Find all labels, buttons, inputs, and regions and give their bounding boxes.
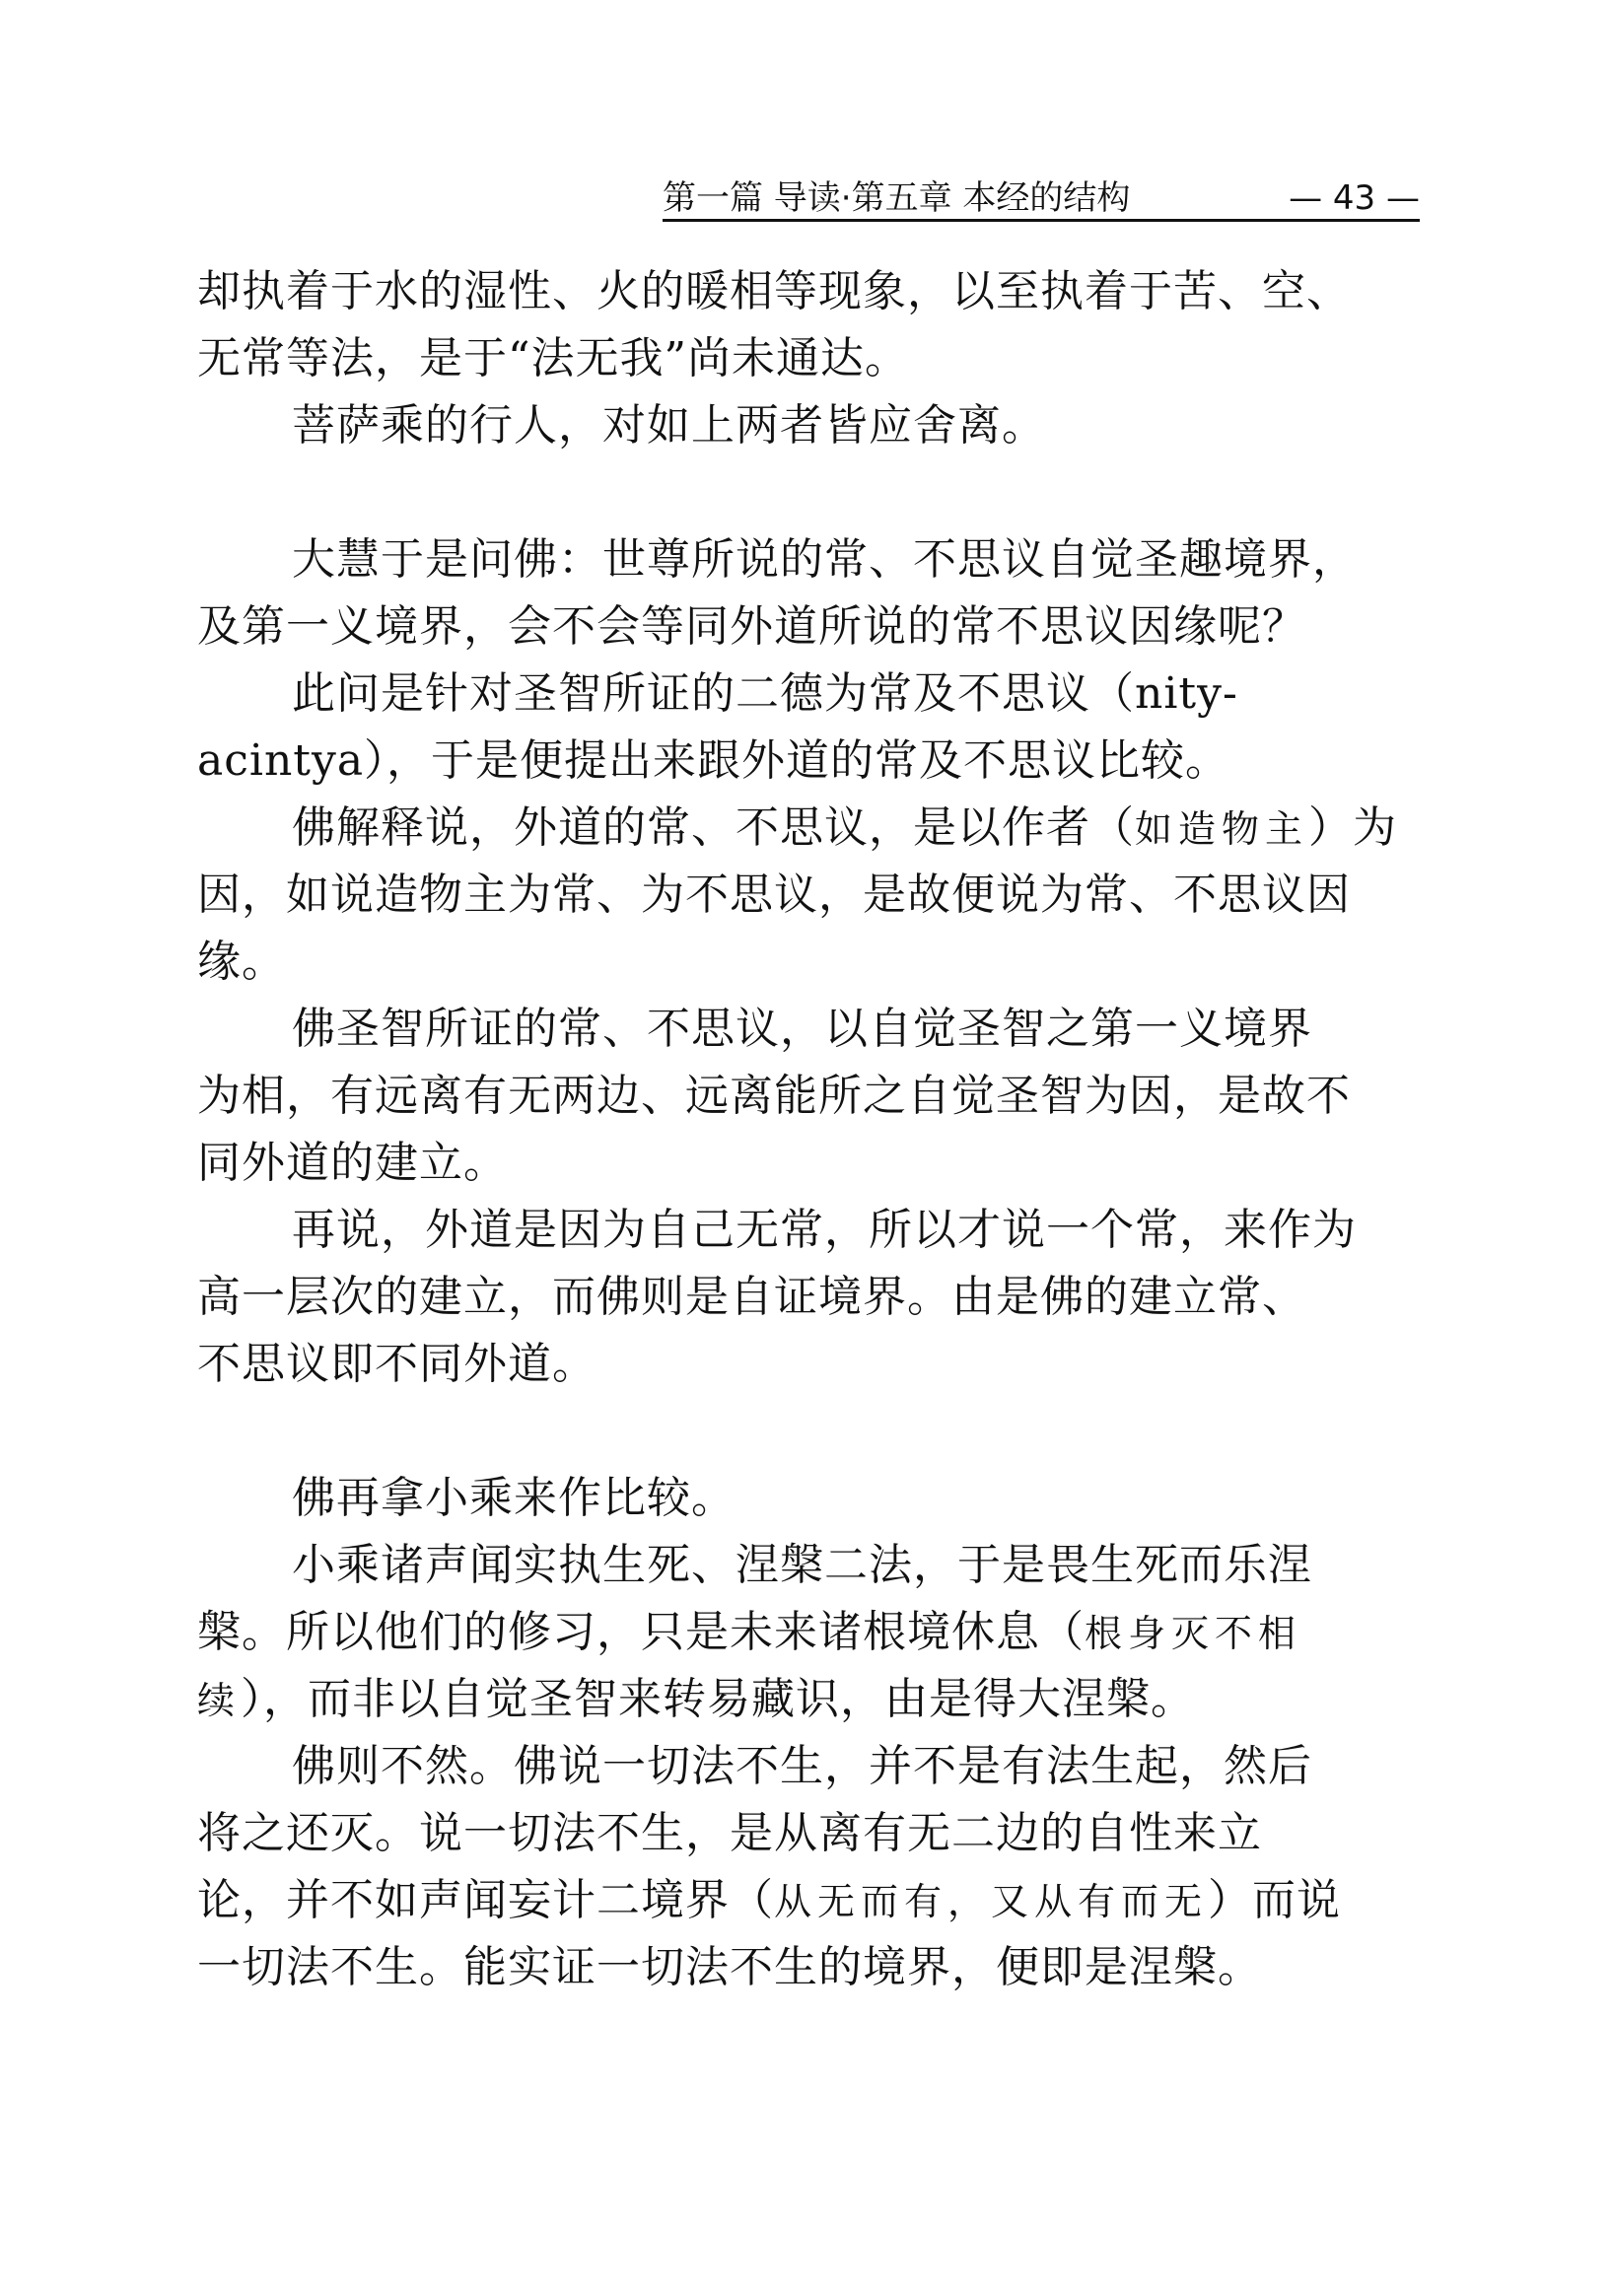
section-gap xyxy=(197,459,1420,526)
inline-note: 续 xyxy=(197,1679,242,1722)
running-header xyxy=(663,174,1420,223)
section-gap xyxy=(197,1398,1420,1465)
inline-note: 根身灭不相 xyxy=(1085,1612,1302,1655)
paragraph xyxy=(197,258,1420,392)
text-line: 菩萨乘的行人，对如上两者皆应舍离。 xyxy=(292,400,1046,451)
paragraph xyxy=(197,1733,1420,2001)
text-line: 大慧于是问佛：世尊所说的常、不思议自觉圣趣境界， xyxy=(292,534,1357,585)
text-line: 同外道的建立。 xyxy=(197,1138,508,1188)
body-text xyxy=(197,258,1420,2001)
text-line: 佛圣智所证的常、不思议，以自觉圣智之第一义境界 xyxy=(292,1004,1312,1054)
text-line: 佛再拿小乘来作比较。 xyxy=(292,1473,736,1523)
paragraph xyxy=(197,1465,1420,1532)
paragraph xyxy=(197,392,1420,459)
text-run: ），而非以自觉圣智来转易藏识，由是得大涅槃。 xyxy=(241,1674,1196,1724)
inline-note: 如造物主 xyxy=(1135,807,1309,851)
text-run: ）而说 xyxy=(1208,1875,1342,1925)
text-run: 槃。所以他们的修习，只是未来诸根境休息（ xyxy=(197,1607,1085,1657)
chapter-title: 第一篇 导读·第五章 本经的结构 xyxy=(663,178,1131,218)
text-line: 佛则不然。佛说一切法不生，并不是有法生起，然后 xyxy=(292,1741,1312,1791)
text-line: 将之还灭。说一切法不生，是从离有无二边的自性来立 xyxy=(197,1808,1262,1858)
text-line: 及第一义境界，会不会等同外道所说的常不思议因缘呢？ xyxy=(197,601,1306,652)
text-line: 高一层次的建立，而佛则是自证境界。由是佛的建立常、 xyxy=(197,1272,1306,1322)
header-rule xyxy=(663,219,1420,222)
text-line: 却执着于水的湿性、火的暖相等现象，以至执着于苦、空、 xyxy=(197,266,1351,316)
page-number: — 43 — xyxy=(1289,178,1420,218)
text-line: 为相，有远离有无两边、远离能所之自觉圣智为因，是故不 xyxy=(197,1071,1351,1121)
text-line xyxy=(197,1599,1420,1666)
text-line: 不思议即不同外道。 xyxy=(197,1339,596,1389)
text-line: 此问是针对圣智所证的二德为常及不思议（nity- xyxy=(292,668,1238,719)
text-line xyxy=(197,1867,1420,1934)
text-line: 缘。 xyxy=(197,937,286,987)
text-line: 无常等法，是于“法无我”尚未通达。 xyxy=(197,333,909,383)
text-line: 一切法不生。能实证一切法不生的境界，便即是涅槃。 xyxy=(197,1942,1262,1992)
text-line: 再说，外道是因为自己无常，所以才说一个常，来作为 xyxy=(292,1205,1357,1255)
inline-note: 从无而有，又从有而无 xyxy=(774,1880,1209,1923)
text-run: 佛解释说，外道的常、不思议，是以作者（ xyxy=(292,802,1135,853)
text-run: 论，并不如声闻妄计二境界（ xyxy=(197,1875,774,1925)
paragraph xyxy=(197,1532,1420,1733)
text-line xyxy=(197,795,1420,862)
paragraph xyxy=(197,795,1420,996)
text-line xyxy=(197,1666,1420,1733)
text-line: 因，如说造物主为常、为不思议，是故便说为常、不思议因 xyxy=(197,870,1351,920)
text-line: acintya），于是便提出来跟外道的常及不思议比较。 xyxy=(197,735,1230,786)
text-line: 小乘诸声闻实执生死、涅槃二法，于是畏生死而乐涅 xyxy=(292,1540,1312,1590)
paragraph xyxy=(197,996,1420,1197)
paragraph xyxy=(197,661,1420,795)
paragraph xyxy=(197,1197,1420,1398)
paragraph xyxy=(197,526,1420,661)
text-run: ）为 xyxy=(1308,802,1398,853)
